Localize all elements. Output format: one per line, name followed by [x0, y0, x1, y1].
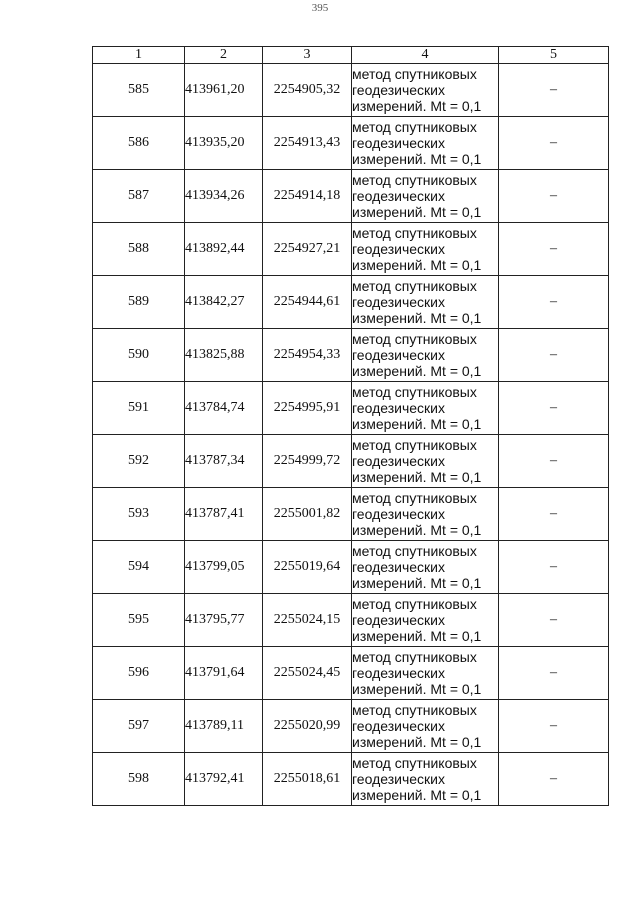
header-col-1: 1 [93, 47, 185, 64]
table-row [93, 276, 609, 329]
note-cell: – [499, 117, 609, 170]
page-number: 395 [311, 2, 329, 14]
y-coordinate-cell: 2255001,82 [263, 488, 352, 541]
method-text-line: геодезических [352, 612, 445, 628]
note-cell: – [499, 223, 609, 276]
note-cell: – [499, 64, 609, 117]
method-text-line: метод спутниковых [352, 225, 477, 241]
point-number-cell: 585 [93, 64, 185, 117]
table-body [93, 64, 609, 806]
method-text-line: измерений. Mt = 0,1 [352, 363, 482, 379]
method-text-line: метод спутниковых [352, 278, 477, 294]
method-cell [352, 753, 499, 806]
table-row [93, 753, 609, 806]
method-text-line: метод спутниковых [352, 437, 477, 453]
method-text-line: геодезических [352, 771, 445, 787]
method-text-line: геодезических [352, 453, 445, 469]
method-text-line: измерений. Mt = 0,1 [352, 416, 482, 432]
method-text-line: геодезических [352, 294, 445, 310]
note-cell: – [499, 541, 609, 594]
table-row [93, 170, 609, 223]
header-col-3: 3 [263, 47, 352, 64]
point-number-cell: 598 [93, 753, 185, 806]
method-text-line: метод спутниковых [352, 543, 477, 559]
x-coordinate-cell: 413791,64 [185, 647, 263, 700]
method-cell [352, 382, 499, 435]
method-text-line: геодезических [352, 135, 445, 151]
note-cell: – [499, 753, 609, 806]
y-coordinate-cell: 2255024,45 [263, 647, 352, 700]
table-row [93, 541, 609, 594]
note-cell: – [499, 170, 609, 223]
method-text-line: измерений. Mt = 0,1 [352, 681, 482, 697]
point-number-cell: 587 [93, 170, 185, 223]
y-coordinate-cell: 2254913,43 [263, 117, 352, 170]
method-cell [352, 329, 499, 382]
header-col-2: 2 [185, 47, 263, 64]
note-cell: – [499, 435, 609, 488]
method-text-line: метод спутниковых [352, 331, 477, 347]
y-coordinate-cell: 2254927,21 [263, 223, 352, 276]
point-number-cell: 595 [93, 594, 185, 647]
header-col-4: 4 [352, 47, 499, 64]
method-text-line: метод спутниковых [352, 384, 477, 400]
method-text-line: геодезических [352, 559, 445, 575]
note-cell: – [499, 647, 609, 700]
method-text-line: геодезических [352, 718, 445, 734]
method-text-line: геодезических [352, 188, 445, 204]
point-number-cell: 589 [93, 276, 185, 329]
method-text-line: измерений. Mt = 0,1 [352, 469, 482, 485]
note-cell: – [499, 700, 609, 753]
method-text-line: метод спутниковых [352, 119, 477, 135]
note-cell: – [499, 382, 609, 435]
header-col-5: 5 [499, 47, 609, 64]
x-coordinate-cell: 413842,27 [185, 276, 263, 329]
y-coordinate-cell: 2254954,33 [263, 329, 352, 382]
method-cell [352, 435, 499, 488]
method-text-line: измерений. Mt = 0,1 [352, 734, 482, 750]
method-text-line: геодезических [352, 506, 445, 522]
method-text-line: измерений. Mt = 0,1 [352, 257, 482, 273]
y-coordinate-cell: 2254999,72 [263, 435, 352, 488]
table-row [93, 117, 609, 170]
method-cell [352, 541, 499, 594]
table-row [93, 594, 609, 647]
method-cell [352, 117, 499, 170]
method-text-line: измерений. Mt = 0,1 [352, 98, 482, 114]
table-row [93, 488, 609, 541]
y-coordinate-cell: 2254914,18 [263, 170, 352, 223]
x-coordinate-cell: 413784,74 [185, 382, 263, 435]
point-number-cell: 588 [93, 223, 185, 276]
table-row [93, 382, 609, 435]
method-text-line: измерений. Mt = 0,1 [352, 522, 482, 538]
method-text-line: метод спутниковых [352, 702, 477, 718]
point-number-cell: 594 [93, 541, 185, 594]
point-number-cell: 591 [93, 382, 185, 435]
x-coordinate-cell: 413961,20 [185, 64, 263, 117]
method-cell [352, 223, 499, 276]
y-coordinate-cell: 2255020,99 [263, 700, 352, 753]
y-coordinate-cell: 2254995,91 [263, 382, 352, 435]
point-number-cell: 586 [93, 117, 185, 170]
method-text-line: измерений. Mt = 0,1 [352, 151, 482, 167]
x-coordinate-cell: 413799,05 [185, 541, 263, 594]
method-cell [352, 276, 499, 329]
method-cell [352, 170, 499, 223]
x-coordinate-cell: 413934,26 [185, 170, 263, 223]
method-cell [352, 488, 499, 541]
method-text-line: измерений. Mt = 0,1 [352, 787, 482, 803]
method-text-line: геодезических [352, 347, 445, 363]
method-text-line: метод спутниковых [352, 649, 477, 665]
method-text-line: метод спутниковых [352, 66, 477, 82]
x-coordinate-cell: 413789,11 [185, 700, 263, 753]
method-cell [352, 647, 499, 700]
x-coordinate-cell: 413935,20 [185, 117, 263, 170]
x-coordinate-cell: 413825,88 [185, 329, 263, 382]
table-row [93, 700, 609, 753]
method-text-line: геодезических [352, 241, 445, 257]
method-text-line: измерений. Mt = 0,1 [352, 204, 482, 220]
method-text-line: геодезических [352, 82, 445, 98]
y-coordinate-cell: 2255019,64 [263, 541, 352, 594]
y-coordinate-cell: 2254905,32 [263, 64, 352, 117]
x-coordinate-cell: 413787,41 [185, 488, 263, 541]
point-number-cell: 592 [93, 435, 185, 488]
x-coordinate-cell: 413892,44 [185, 223, 263, 276]
x-coordinate-cell: 413795,77 [185, 594, 263, 647]
note-cell: – [499, 594, 609, 647]
table-row [93, 223, 609, 276]
method-text-line: метод спутниковых [352, 755, 477, 771]
method-text-line: метод спутниковых [352, 596, 477, 612]
y-coordinate-cell: 2255018,61 [263, 753, 352, 806]
method-text-line: геодезических [352, 400, 445, 416]
x-coordinate-cell: 413792,41 [185, 753, 263, 806]
method-text-line: измерений. Mt = 0,1 [352, 575, 482, 591]
x-coordinate-cell: 413787,34 [185, 435, 263, 488]
method-cell [352, 700, 499, 753]
y-coordinate-cell: 2255024,15 [263, 594, 352, 647]
point-number-cell: 590 [93, 329, 185, 382]
table-header [93, 47, 609, 64]
point-number-cell: 593 [93, 488, 185, 541]
method-text-line: метод спутниковых [352, 490, 477, 506]
method-cell [352, 64, 499, 117]
method-text-line: геодезических [352, 665, 445, 681]
table-row [93, 647, 609, 700]
point-number-cell: 596 [93, 647, 185, 700]
note-cell: – [499, 488, 609, 541]
header-row [93, 47, 609, 64]
table-row [93, 435, 609, 488]
method-text-line: метод спутниковых [352, 172, 477, 188]
method-text-line: измерений. Mt = 0,1 [352, 310, 482, 326]
method-text-line: измерений. Mt = 0,1 [352, 628, 482, 644]
note-cell: – [499, 276, 609, 329]
note-cell: – [499, 329, 609, 382]
method-cell [352, 594, 499, 647]
coordinates-table [92, 46, 609, 806]
y-coordinate-cell: 2254944,61 [263, 276, 352, 329]
table-row [93, 64, 609, 117]
point-number-cell: 597 [93, 700, 185, 753]
table-row [93, 329, 609, 382]
